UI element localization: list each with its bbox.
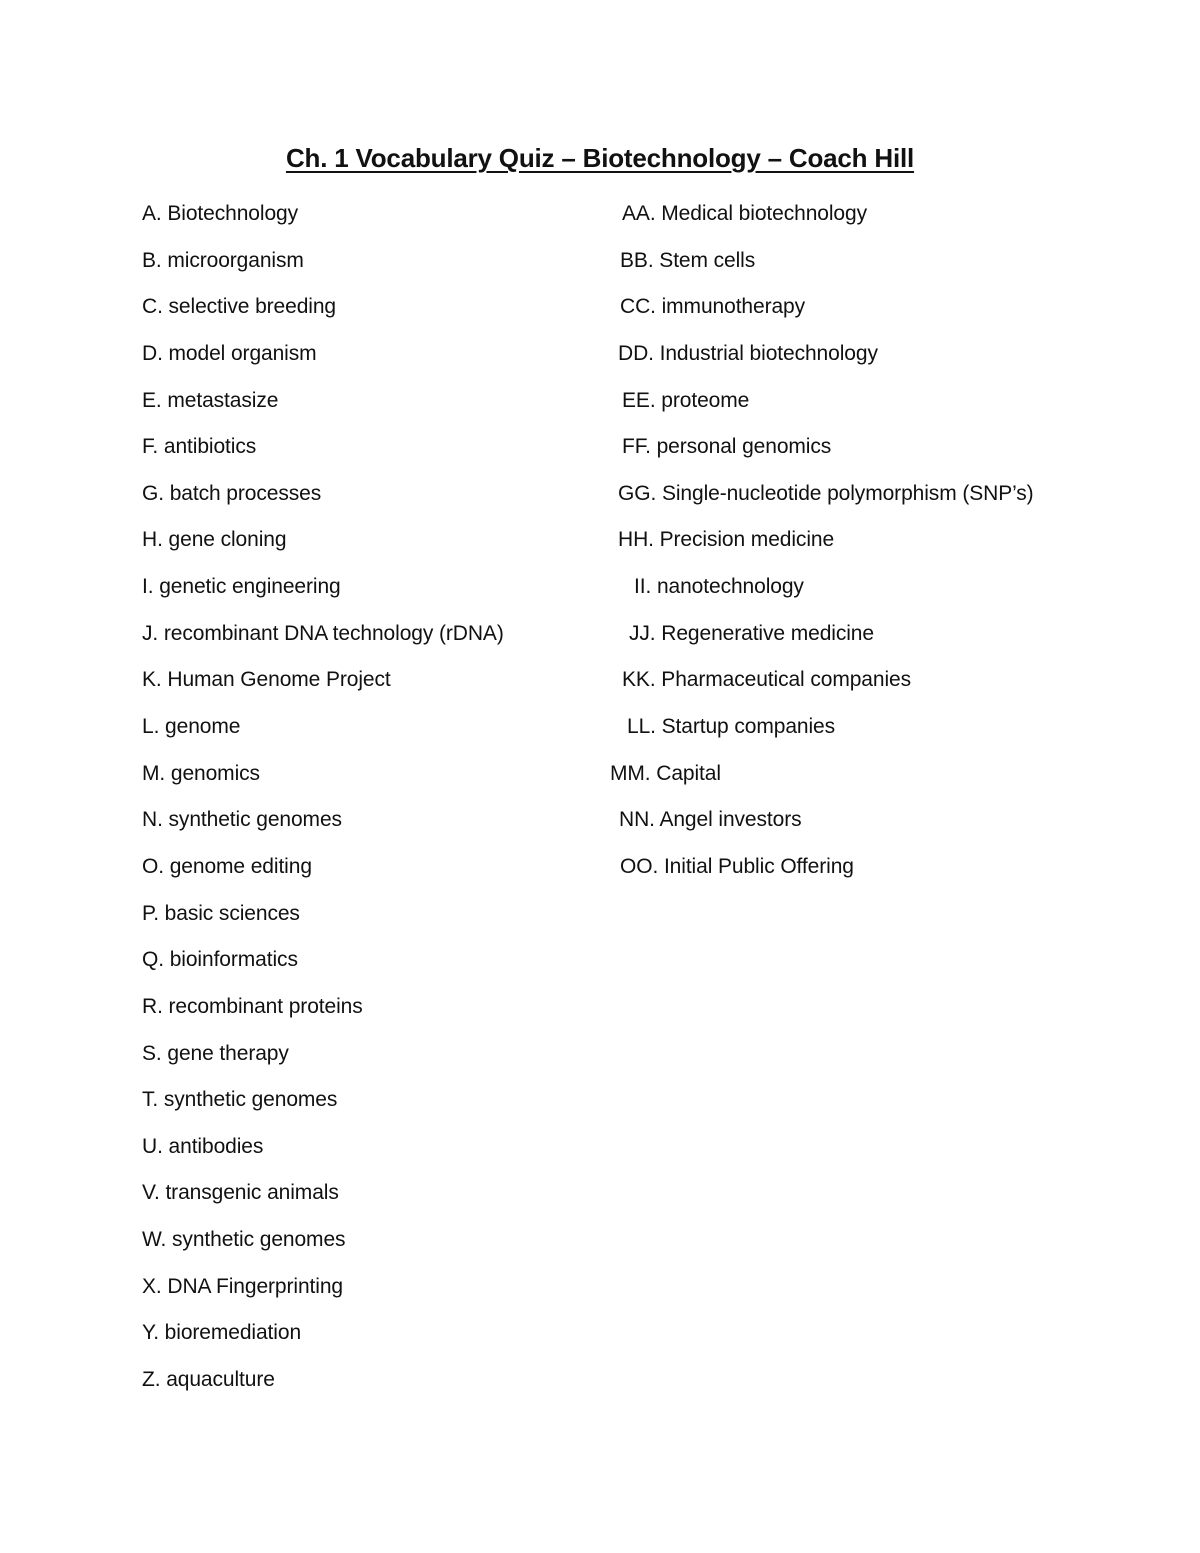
vocabulary-term: Z. aquaculture [142, 1368, 275, 1392]
vocabulary-term: OO. Initial Public Offering [620, 854, 854, 878]
vocabulary-term: Y. bioremediation [142, 1321, 302, 1345]
vocabulary-term: G. batch processes [142, 481, 322, 505]
vocabulary-term: II. nanotechnology [634, 575, 804, 599]
vocabulary-term: A. Biotechnology [142, 202, 299, 225]
vocabulary-term: DD. Industrial biotechnology [618, 341, 878, 365]
vocabulary-term: W. synthetic genomes [142, 1228, 346, 1252]
vocabulary-term: Q. bioinformatics [142, 948, 298, 972]
vocabulary-term: MM. Capital [610, 761, 721, 785]
vocabulary-list-left [142, 200, 504, 1413]
vocabulary-term: X. DNA Fingerprinting [142, 1274, 343, 1298]
vocabulary-term: S. gene therapy [142, 1041, 289, 1065]
vocabulary-term: LL. Startup companies [627, 715, 836, 739]
vocabulary-term: M. genomics [142, 761, 260, 785]
vocabulary-term: L. genome [142, 715, 241, 739]
vocabulary-term: BB. Stem cells [620, 248, 756, 272]
vocabulary-term: K. Human Genome Project [142, 668, 391, 692]
vocabulary-term: AA. Medical biotechnology [622, 202, 867, 225]
vocabulary-term: F. antibiotics [142, 435, 257, 459]
vocabulary-term: KK. Pharmaceutical companies [622, 668, 912, 692]
vocabulary-term: T. synthetic genomes [142, 1088, 338, 1112]
vocabulary-term: B. microorganism [142, 248, 304, 272]
vocabulary-term: N. synthetic genomes [142, 808, 342, 832]
vocabulary-term: U. antibodies [142, 1134, 264, 1158]
vocabulary-list-right [610, 200, 1034, 900]
vocabulary-term: EE. proteome [622, 388, 750, 412]
vocabulary-term: E. metastasize [142, 388, 279, 412]
vocabulary-term: I. genetic engineering [142, 575, 341, 599]
vocabulary-term: C. selective breeding [142, 295, 337, 319]
vocabulary-term: JJ. Regenerative medicine [629, 621, 874, 645]
vocabulary-term: FF. personal genomics [622, 435, 832, 459]
vocabulary-term: NN. Angel investors [619, 808, 802, 832]
vocabulary-term: R. recombinant proteins [142, 994, 363, 1018]
quiz-title: Ch. 1 Vocabulary Quiz – Biotechnology – Coach Hill [285, 143, 915, 173]
vocabulary-term: O. genome editing [142, 854, 312, 878]
vocabulary-term: GG. Single-nucleotide polymorphism (SNP’s) [618, 481, 1034, 505]
vocabulary-term: V. transgenic animals [142, 1181, 339, 1205]
vocabulary-term: HH. Precision medicine [618, 528, 835, 552]
vocabulary-term: D. model organism [142, 341, 317, 365]
vocabulary-term: H. gene cloning [142, 528, 287, 552]
vocabulary-term: CC. immunotherapy [620, 295, 806, 319]
vocabulary-term: P. basic sciences [142, 901, 300, 925]
vocabulary-term: J. recombinant DNA technology (rDNA) [142, 621, 504, 645]
